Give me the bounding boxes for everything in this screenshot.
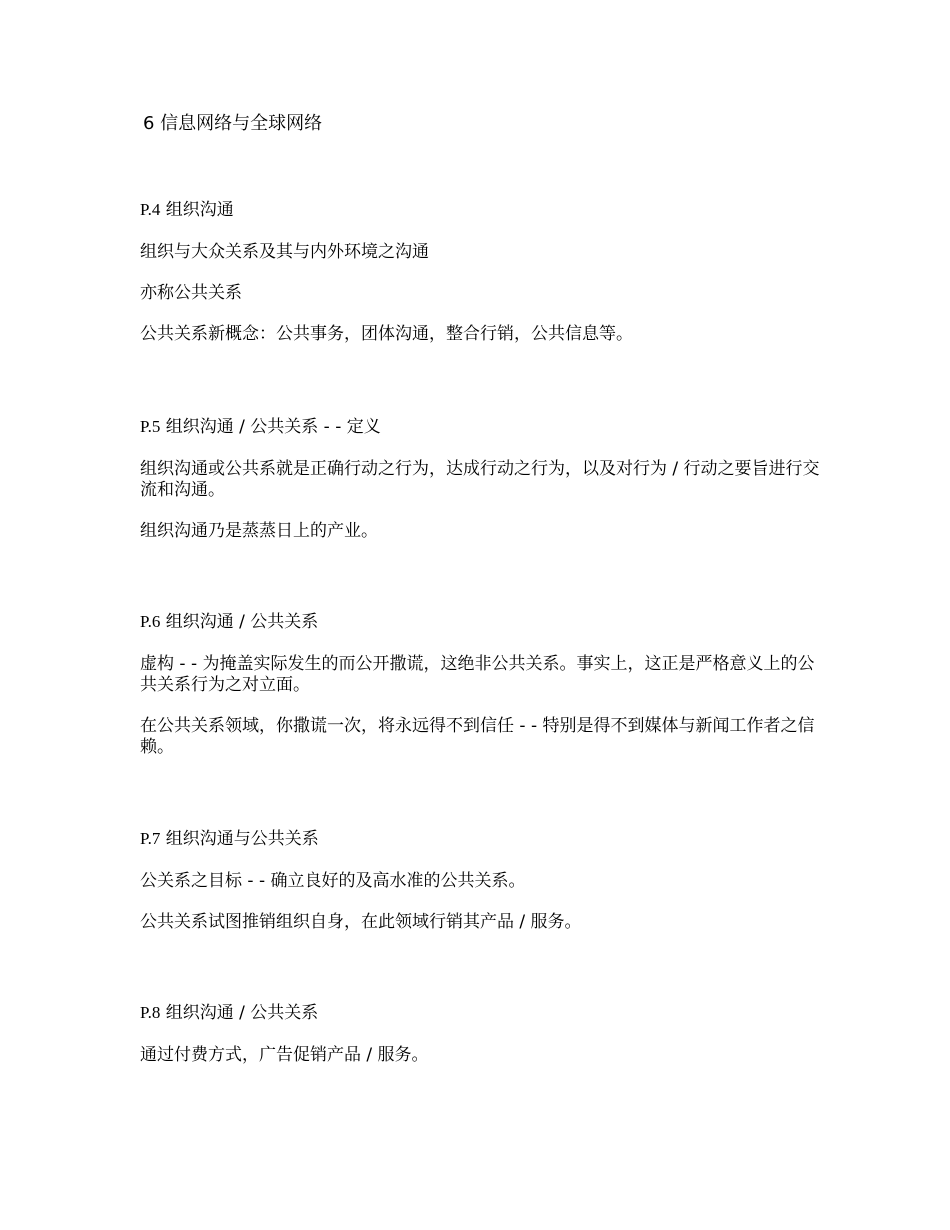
- paragraph: 通过付费方式，广告促销产品 / 服务。: [140, 1045, 429, 1065]
- paragraph: 虚构 - - 为掩盖实际发生的而公开撒谎，这绝非公共关系。事实上，这正是严格意义上的公共关系行为之对立面。: [140, 654, 815, 695]
- page-number: P.4: [140, 200, 161, 219]
- section-heading-text: 组织沟通: [165, 200, 234, 220]
- page-number: P.7: [140, 829, 161, 848]
- document-title: 6 信息网络与全球网络: [143, 113, 323, 134]
- section-heading: [140, 1001, 820, 1025]
- section-heading-text: 组织沟通 / 公共关系: [165, 1003, 319, 1023]
- section-p5: [140, 415, 820, 542]
- paragraph: 在公共关系领域，你撒谎一次，将永远得不到信任 - - 特别是得不到媒体与新闻工作者之信赖。: [140, 716, 815, 757]
- page-number: P.6: [140, 612, 161, 631]
- section-heading-text: 组织沟通 / 公共关系 - - 定义: [165, 417, 381, 437]
- paragraph: 公共关系新概念：公共事务，团体沟通，整合行销，公共信息等。: [140, 324, 633, 344]
- paragraph: 公关系之目标 - - 确立良好的及高水准的公共关系。: [140, 871, 526, 891]
- section-heading: [140, 610, 820, 634]
- section-heading-text: 组织沟通与公共关系: [165, 829, 319, 849]
- section-p6: [140, 610, 820, 758]
- paragraph: 组织与大众关系及其与内外环境之沟通: [140, 242, 429, 262]
- section-heading-text: 组织沟通 / 公共关系: [165, 612, 319, 632]
- paragraph: 组织沟通乃是蒸蒸日上的产业。: [140, 521, 378, 541]
- section-p8: [140, 1001, 820, 1066]
- section-p7: [140, 827, 820, 933]
- section-heading: [140, 827, 820, 851]
- page-number: P.5: [140, 417, 161, 436]
- section-heading: [140, 198, 820, 222]
- paragraph: 组织沟通或公共系就是正确行动之行为，达成行动之行为，以及对行为 / 行动之要旨进行交流和沟通。: [140, 459, 820, 500]
- section-heading: [140, 415, 820, 439]
- paragraph: 亦称公共关系: [140, 283, 242, 303]
- page-number: P.8: [140, 1003, 161, 1022]
- section-p4: [140, 198, 820, 345]
- paragraph: 公共关系试图推销组织自身，在此领域行销其产品 / 服务。: [140, 912, 582, 932]
